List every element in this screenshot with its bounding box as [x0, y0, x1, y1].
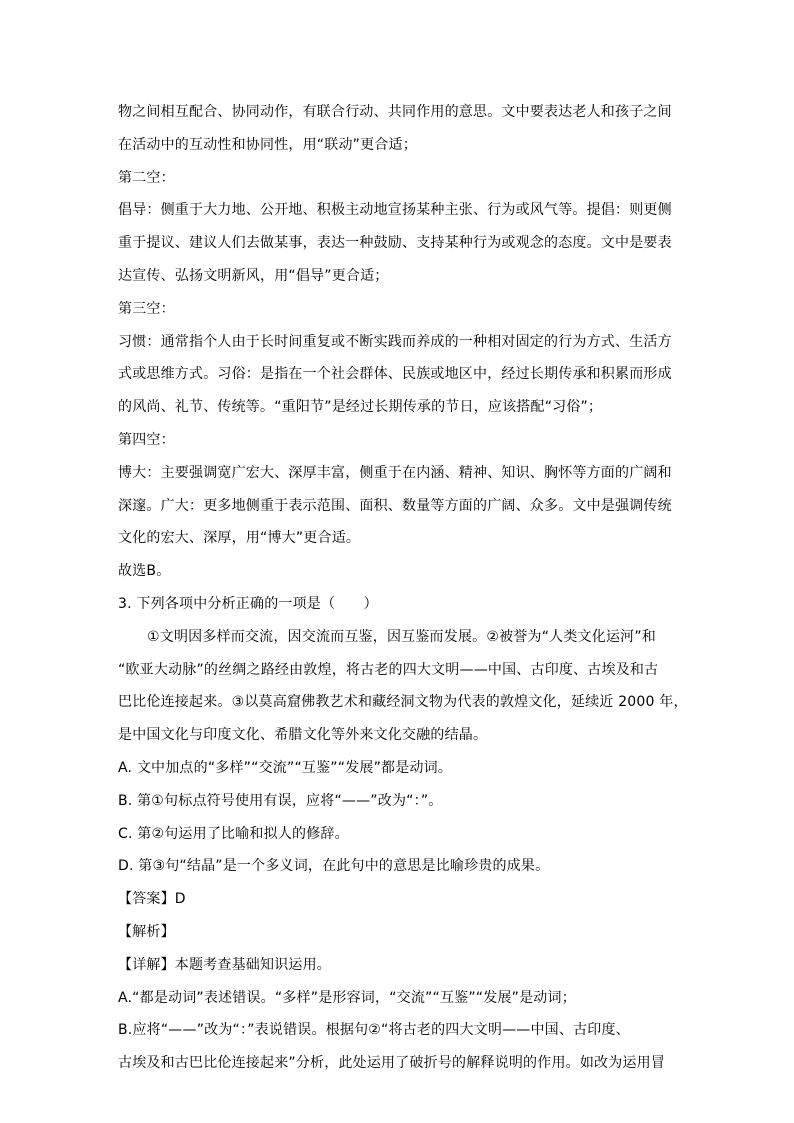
explanation-line: 古埃及和古巴比伦连接起来”分析，此处运用了破折号的解释说明的作用。如改为运用冒	[118, 1055, 666, 1072]
explanation-line: A.“都是动词”表述错误。“多样”是形容词，“交流”“互鉴”“发展”是动词；	[118, 989, 576, 1006]
option-b: B. 第①句标点符号使用有误，应将“——”改为“：”。	[118, 792, 443, 809]
detail-label: 【详解】本题考查基础知识运用。	[118, 956, 331, 973]
text-line: 达宣传、弘扬文明新风，用“倡导”更合适；	[118, 267, 389, 284]
text-line: 重于提议、建议人们去做某事，表达一种鼓励、支持某种行为或观念的态度。文中是要表	[118, 235, 672, 252]
text-line: 倡导：侧重于大力地、公开地、积极主动地宣扬某种主张、行为或风气等。提倡：则更侧	[118, 202, 672, 219]
section-heading: 第四空：	[118, 431, 175, 448]
text-line: 物之间相互配合、协同动作，有联合行动、共同作用的意思。文中要表达老人和孩子之间	[118, 104, 672, 120]
passage-line: 巴比伦连接起来。③以莫高窟佛教艺术和藏经洞文物为代表的敦煌文化，延续近 2000 年，	[118, 694, 688, 711]
explanation-line: B.应将“——”改为“：”表说错误。根据句②“将古老的四大文明——中国、古印度、	[118, 1022, 630, 1039]
document-page	[118, 101, 688, 1085]
text-line: 习惯：通常指个人由于长时间重复或不断实践而养成的一种相对固定的行为方式、生活方	[118, 333, 672, 350]
option-a: A. 文中加点的“多样”“交流”“互鉴”“发展”都是动词。	[118, 759, 453, 776]
text-line: 式或思维方式。习俗：是指在一个社会群体、民族或地区中，经过长期传承和积累而形成	[118, 366, 672, 383]
text-line: 的风尚、礼节、传统等。“重阳节”是经过长期传承的节日，应该搭配“习俗”；	[118, 399, 603, 416]
passage-line: 是中国文化与印度文化、希腊文化等外来文化交融的结晶。	[118, 727, 488, 744]
passage-line: ①文明因多样而交流，因交流而互鉴，因互鉴而发展。②被誉为“人类文化运河”和	[147, 628, 657, 645]
analysis-label: 【解析】	[118, 923, 175, 940]
section-heading: 第二空：	[118, 169, 175, 186]
text-line: 在活动中的互动性和协同性，用“联动”更合适；	[118, 136, 417, 153]
text-line: 博大：主要强调宽广宏大、深厚丰富，侧重于在内涵、精神、知识、胸怀等方面的广阔和	[118, 464, 672, 481]
question-title: 3. 下列各项中分析正确的一项是（ ）	[118, 595, 378, 612]
section-heading: 第三空：	[118, 300, 175, 317]
option-c: C. 第②句运用了比喻和拟人的修辞。	[118, 825, 349, 842]
passage-line: “欧亚大动脉”的丝绸之路经由敦煌，将古老的四大文明——中国、古印度、古埃及和古	[118, 661, 659, 678]
text-line: 文化的宏大、深厚，用“博大”更合适。	[118, 530, 361, 547]
text-line: 深邃。广大：更多地侧重于表示范围、面积、数量等方面的广阔、众多。文中是强调传统	[118, 497, 672, 514]
answer-choice-text: 故选B。	[118, 563, 171, 580]
option-d: D. 第③句“结晶”是一个多义词，在此句中的意思是比喻珍贵的成果。	[118, 858, 550, 875]
answer-label: 【答案】D	[118, 891, 186, 908]
